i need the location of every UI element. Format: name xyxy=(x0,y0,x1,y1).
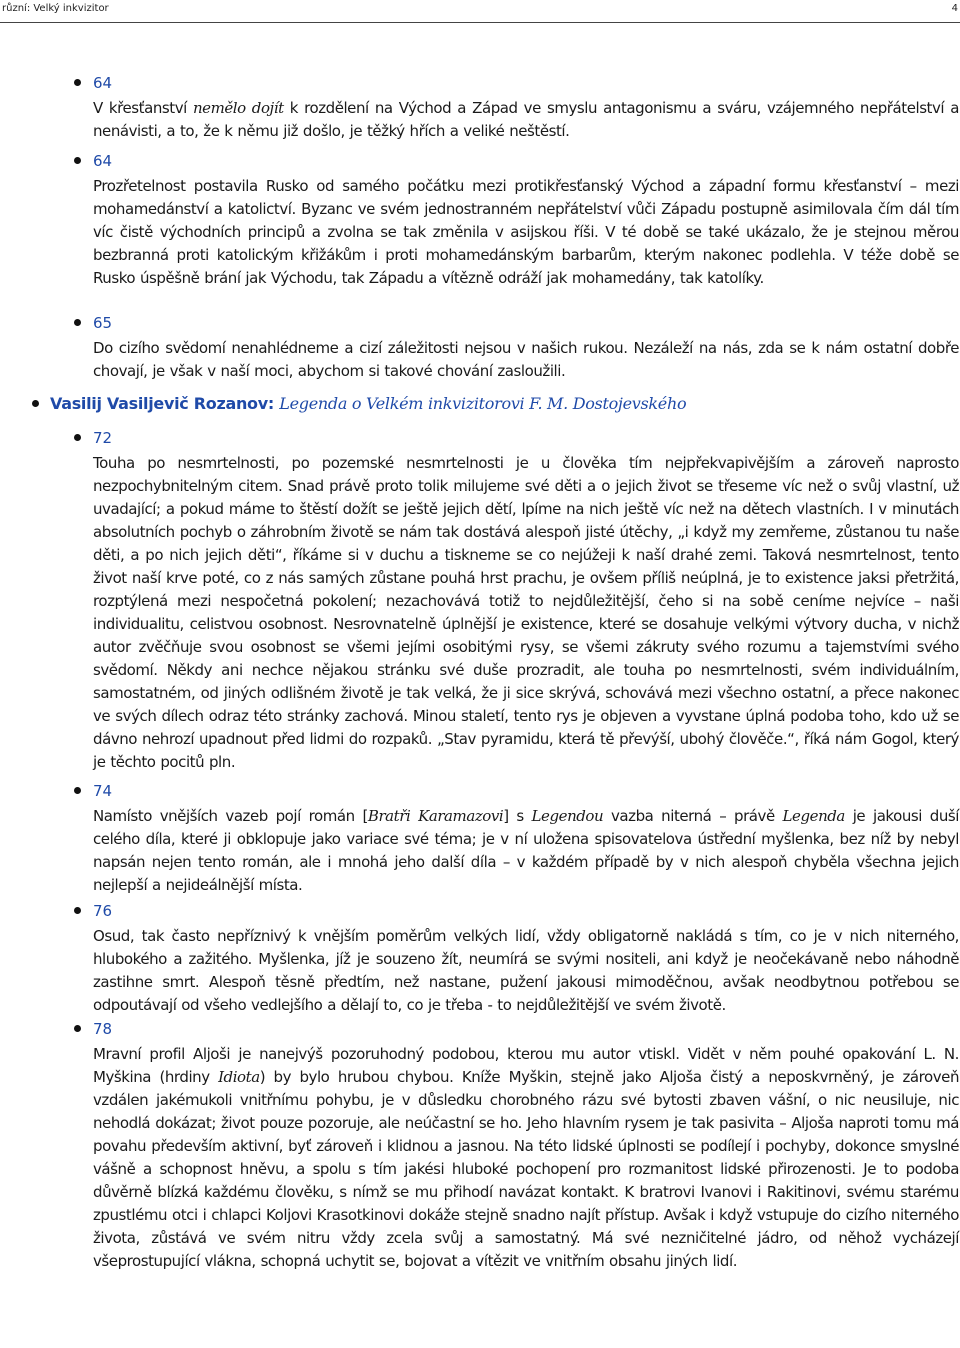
entry-text: Mravní profil Aljoši je nanejvýš pozoruhodný podobou, kterou mu autor vtiskl. Vidět v něm pouhé opakování L. N. Myškina (hrdiny Idiota) by bylo hrubou chybou. Kníže Myškin, stejně jako Aljoša čistý a neposkvrněný, je zároveň vzdálen jakémukoli vnitřnímu pohybu, je v důsledku chorobného rázu své bytosti zbaven vášní, o nic neusiluje, nic nehodlá dokázat; život pouze pozoruje, ale neúčastní se ho. Jeho hlavním rysem je tak pasivita – Aljoša naproti tomu má povahu především aktivní, byť zároveň i klidnou a jasnou. Na této lidské úplnosti se podílejí i pochyby, dokonce smyslné vášně a schopnost hněvu, a spolu s tím jakési hluboké pochopení pro rozmanitost lidské přirozenosti. Je to podoba důvěrně blízká každému člověku, s nímž se mu přihodí navázat kontakt. K bratrovi Ivanovi i Rakitinovi, svému starému zpustlému otci i chlapci Koljovi Krasotkinovi dokáže stejně snadno najít přístup. Avšak i když vstupuje do cizího niterného života, zůstává ve svém nitru vždy zcela svůj a samostatný. Má své nezničitelné jádro, od něhož vycházejí všeprostupující vlákna, schopná uchytit se, bojovat a vítězit ve vnitřním obsahu jiných lidí. xyxy=(93,1045,960,1270)
bullet-icon xyxy=(74,319,81,326)
entry-text: V křesťanství nemělo dojít k rozdělení na Východ a Západ ve smyslu antagonismu a sváru, vzájemného nepřátelství a nenávisti, a to, že k němu již došlo, je těžký hřích a veliké neštěstí. xyxy=(93,99,959,140)
entry-text: Namísto vnějších vazeb pojí román [Bratři Karamazovi] s Legendou vazba niterná – právě Legenda je jakousi duší celého díla, které ji obklopuje jako variace své téma; je v ní uložena spisovatelova ústřední myšlenka, bez níž by nebyl napsán nejen tento román, ale i mnohá jeho další díla – v každém případě by v nich alespoň chyběla všechna jejich nejlepší a nejideálnější místa. xyxy=(93,807,959,894)
bullet-icon xyxy=(74,907,81,914)
section-heading: Vasilij Vasiljevič Rozanov: Legenda o Velkém inkvizitorovi F. M. Dostojevského xyxy=(50,394,687,413)
entry-number: 64 xyxy=(93,152,113,170)
bullet-icon xyxy=(32,400,39,407)
bullet-icon xyxy=(74,434,81,441)
bullet-icon xyxy=(74,157,81,164)
entry-number: 76 xyxy=(93,902,113,920)
entry-number: 78 xyxy=(93,1020,113,1038)
entry-text: Prozřetelnost postavila Rusko od samého počátku mezi protikřesťanský Východ a západní formu křesťanství – mezi mohamedánství a katolictví. Byzanc ve svém jednostranném nepřátelství vůči Západu postupně asimilovala čím dál tím víc čistě východních principů a zvolna se tak změnila v asijskou říši. V té době se také ukázalo, že je stejnou měrou bezbranná proti katolickým křižákům i proti mohamedánským barbarům, kterým nakonec podlehla. V téže době se Rusko úspěšně brání jak Východu, tak Západu a vítězně odráží jak mohamedány, tak katolíky. xyxy=(93,177,959,287)
page-number: 4 xyxy=(951,3,958,14)
entry-text: Do cizího svědomí nenahlédneme a cizí záležitosti nejsou v našich rukou. Nezáleží na nás, zda se k nám ostatní dobře chovají, je však v naší moci, abychom si takové chování zasloužili. xyxy=(93,339,959,380)
bullet-icon xyxy=(74,1025,81,1032)
header-title: různí: Velký inkvizitor xyxy=(2,3,109,14)
bullet-icon xyxy=(74,787,81,794)
entry-number: 72 xyxy=(93,429,113,447)
running-header xyxy=(0,0,960,23)
entry-number: 65 xyxy=(93,314,113,332)
entry-text: Touha po nesmrtelnosti, po pozemské nesmrtelnosti je u člověka tím nejpřekvapivějším a zároveň naprosto nezpochybnitelným citem. Snad právě proto tolik milujeme své děti a o jejich život se třeseme víc než o svůj vlastní, už uvadající; a pokud máme to štěstí dožít se ještě jejich dětí, lpíme na nich ještě víc než na dětech vlastních. I v minutách absolutních pochyb o záhrobním životě se nám tak dostává alespoň jisté útěchy, „i když my zemřeme, zůstanou tu naše děti, a po nich jejich děti“, říkáme si v duchu a tiskneme se co nejúžeji k naší drahé zemi. Taková nesmrtelnost, tento život naší krve poté, co z nás samých zůstane pouhá hrst prachu, je ovšem příliš neúplná, je to existence jaksi přetržitá, rozptýlená mezi nespočetná pokolení; nezachovává totiž to nejdůležitější, čeho si na sobě ceníme nejvíce – naši individualitu, celistvou osobnost. Nesrovnatelně úplnější je existence, které se dosahuje velkými výtvory ducha, v nichž autor zvěčňuje svou osobnost se všemi jejími osobitými rysy, se všemi zákruty svého rozumu a tajemstvími svého svědomí. Někdy ani nechce nějakou stránku své duše prozradit, ale touha po nesmrtelnosti, svém individuálním, samostatném, od jiných odlišném životě je tak velká, že ji sice skrývá, schovává mezi všechno ostatní, a přece nakonec ve svých dílech odraz této stránky zachová. Minou staletí, tento rys je objeven a vyvstane úplná podoba toho, kdo už se dávno nehrozí upadnout před lidmi do rozpaků. „Stav pyramidu, která tě převýší, ubohý člověče.“, říká nám Gogol, který je těchto pocitů pln. xyxy=(93,454,959,771)
entry-number: 74 xyxy=(93,782,113,800)
entry-number: 64 xyxy=(93,74,113,92)
entry-text: Osud, tak často nepříznivý k vnějším poměrům velkých lidí, vždy obligatorně nakládá s tím, co je v nich niterného, hlubokého a zažitého. Myšlenka, jíž je souzeno žít, neumírá se svými nositeli, ani když je neočekávaně nebo náhodně zastihne smrt. Alespoň těsně předtím, než nastane, pužení jakousi mimoděčnou, avšak neodbytnou potřebou se odpoutávají od všeho vedlejšího a dělají to, co je třeba - to nejdůležitější ve svém životě. xyxy=(93,927,959,1014)
bullet-icon xyxy=(74,79,81,86)
